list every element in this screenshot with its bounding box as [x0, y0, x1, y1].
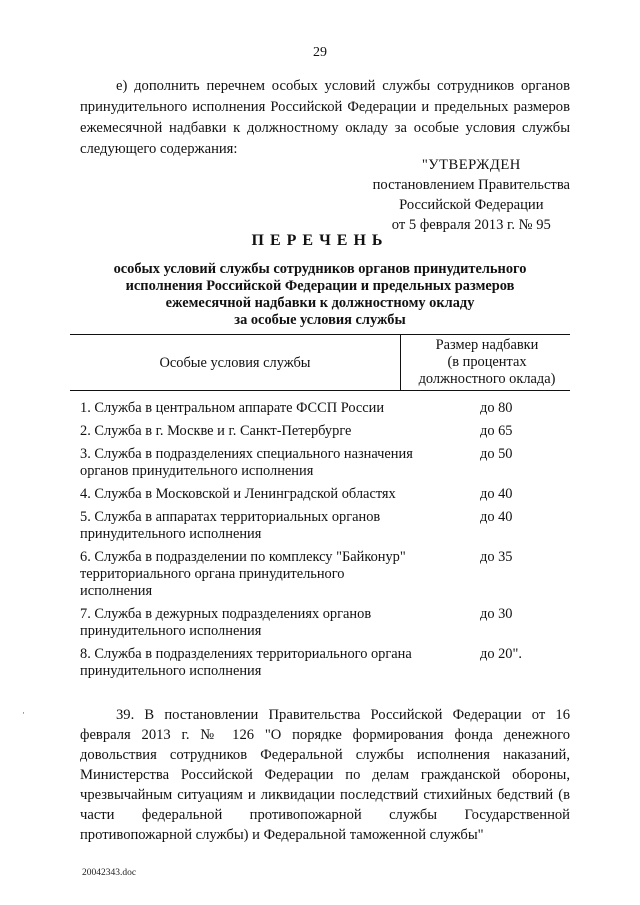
- row-condition: 4. Служба в Московской и Ленинградской областях: [80, 486, 396, 502]
- page-number: 29: [313, 45, 327, 60]
- row-amount: до 40: [480, 486, 513, 502]
- row-condition: 1. Служба в центральном аппарате ФССП России: [80, 400, 385, 416]
- column-header-conditions: Особые условия службы: [159, 355, 311, 371]
- approval-line-1: "УТВЕРЖДЕН: [421, 157, 521, 173]
- row-amount: до 35: [480, 549, 513, 565]
- row-condition: 8. Служба в подразделениях территориального органа принудительного исполнения: [80, 646, 412, 679]
- column-header-amount: [402, 337, 572, 388]
- table-row: [80, 400, 560, 417]
- amount-header-line-1: Размер надбавки: [435, 337, 539, 353]
- row-amount: до 65: [480, 423, 513, 439]
- subtitle-line-1: особых условий службы сотрудников органов принудительного: [113, 261, 527, 277]
- approval-line-4: от 5 февраля 2013 г. № 95: [391, 217, 551, 233]
- approval-line-2: постановлением Правительства: [372, 177, 570, 193]
- table-top-rule: [70, 334, 570, 335]
- row-amount: до 40: [480, 509, 513, 525]
- amount-header-line-2: (в процентах: [447, 354, 527, 370]
- table-column-divider: [400, 334, 401, 390]
- row-amount: до 50: [480, 446, 513, 462]
- table-row: [80, 486, 560, 503]
- table-header-rule: [70, 390, 570, 391]
- document-title: ПЕРЕЧЕНЬ: [251, 232, 389, 249]
- row-condition: 3. Служба в подразделениях специального назначения органов принудительного исполнения: [80, 446, 413, 479]
- row-amount: до 80: [480, 400, 513, 416]
- row-condition: 7. Служба в дежурных подразделениях органов принудительного исполнения: [80, 606, 372, 639]
- row-condition: 2. Служба в г. Москве и г. Санкт-Петербурге: [80, 423, 352, 439]
- row-condition: 5. Служба в аппаратах территориальных органов принудительного исполнения: [80, 509, 381, 542]
- subtitle-line-4: за особые условия службы: [234, 312, 406, 328]
- intro-paragraph: е) дополнить перечнем особых условий службы сотрудников органов принудительного исполнения Российской Федерации и предельных размеров ежемесячной надбавки к должностному окладу за особые условия службы следующего содержания:: [80, 78, 570, 157]
- approval-line-3: Российской Федерации: [399, 197, 544, 213]
- table-row: [80, 549, 560, 600]
- margin-mark: ·: [22, 708, 25, 718]
- table-row: [80, 423, 560, 440]
- amount-header-line-3: должностного оклада): [418, 371, 556, 387]
- table-body: [80, 400, 560, 686]
- row-amount: до 20".: [480, 646, 522, 662]
- document-subtitle: [85, 261, 555, 329]
- approval-block: [373, 155, 570, 235]
- table-row: [80, 646, 560, 680]
- paragraph-39: 39. В постановлении Правительства Российской Федерации от 16 февраля 2013 г. № 126 "О порядке формирования фонда денежного довольствия сотрудников Федеральной службы исполнения наказаний, Министерства Российской Федерации по делам гражданской обороны, чрезвычайным ситуациям и ликвидации последствий стихийных бедствий (в части федеральной противопожарной службы Государственной противопожарной службы) и Федеральной таможенной службы": [80, 707, 570, 843]
- table-row: [80, 446, 560, 480]
- footer-document-code: 20042343.doc: [82, 868, 137, 878]
- subtitle-line-2: исполнения Российской Федерации и предельных размеров: [125, 278, 515, 294]
- subtitle-line-3: ежемесячной надбавки к должностному окладу: [165, 295, 475, 311]
- table-row: [80, 606, 560, 640]
- row-condition: 6. Служба в подразделении по комплексу "Байконур" территориального органа принудительного исполнения: [80, 549, 406, 599]
- table-row: [80, 509, 560, 543]
- row-amount: до 30: [480, 606, 513, 622]
